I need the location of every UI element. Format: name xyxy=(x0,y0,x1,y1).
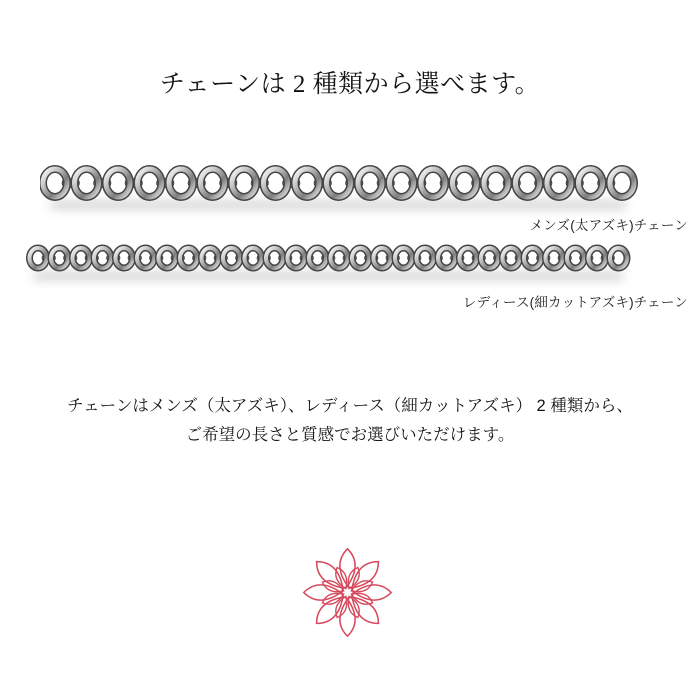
ladies-fine-cut-azuki-chain-image xyxy=(25,236,665,288)
page-title: チェーンは 2 種類から選べます。 xyxy=(159,71,541,98)
description-line-2: ご希望の長さと質感でお選びいただけます。 xyxy=(185,426,515,444)
mens-chain-label: メンズ(太アズキ)チェーン xyxy=(529,218,688,233)
description-line-1: チェーンはメンズ（太アズキ）、レディース（細カットアズキ） 2 種類から、 xyxy=(67,397,633,415)
description-text xyxy=(0,392,700,450)
eight-petal-flower-logo-icon xyxy=(300,545,395,640)
ladies-chain-label: レディース(細カットアズキ)チェーン xyxy=(462,295,688,310)
